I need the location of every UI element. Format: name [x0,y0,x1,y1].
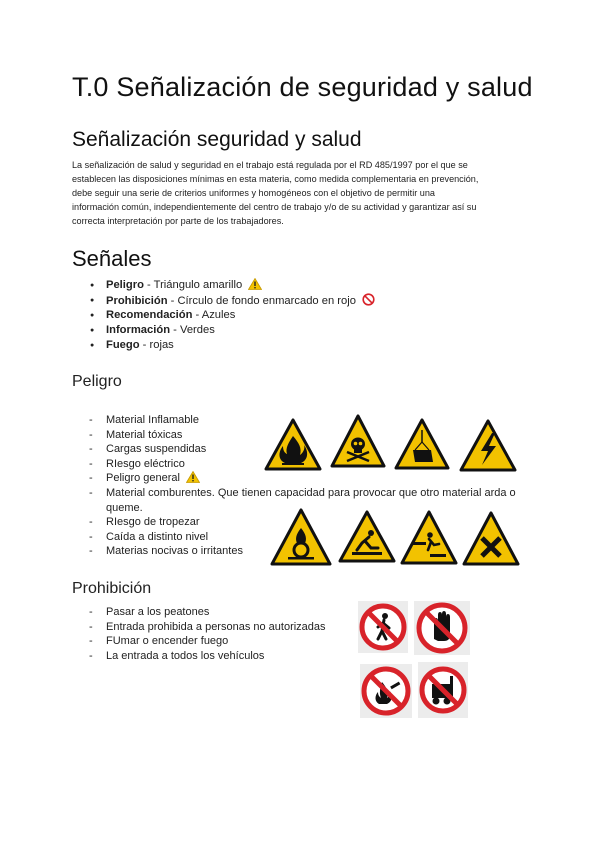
list-item [72,323,375,338]
section-heading-senalizacion: Señalización seguridad y salud [72,128,362,151]
list-item: - RIesgo eléctrico [89,457,185,470]
desc: - Azules [192,309,236,321]
list-item: - Material tóxicas [89,428,183,441]
desc: - Círculo de fondo enmarcado en rojo [167,295,360,307]
desc: - rojas [139,339,174,351]
harmful-x-icon [462,511,520,566]
list-item: - Material comburentes. Que tienen capacidad para provocar que otro material arda o [89,486,516,499]
no-fire-icon [360,664,412,718]
list-item: - FUmar o encender fuego [89,635,229,648]
fall-icon [400,510,458,565]
list-item: - Materias nocivas o irritantes [89,545,243,558]
list-item: - Material Inflamable [89,414,199,426]
oxidizer-icon [270,508,332,566]
term: Información [106,324,171,336]
list-item: - La entrada a todos los vehículos [89,649,265,662]
section-heading-senales: Señales [72,246,152,271]
intro-line: La señalización de salud y seguridad en el trabajo está regulada por el RD 485/1997 por el que se [72,160,468,170]
list-item [72,278,375,293]
list-item: - Cargas suspendidas [89,443,207,456]
suspended-load-icon [394,418,450,470]
prohibited-icon [362,293,375,306]
flame-icon [264,418,322,471]
page-title: T.0 Señalización de seguridad y salud [72,72,533,102]
list-item: - Peligro general [72,471,542,486]
list-item: - Entrada prohibida a personas no autorizadas [89,620,326,633]
no-pedestrians-icon [358,601,408,653]
intro-line: debe seguir una serie de criterios uniformes y homogéneos con el objetivo de permitir una [72,188,435,198]
subheading-prohibicion: Prohibición [72,580,152,597]
list-item-continuation: queme. [106,501,143,514]
list-item [72,338,375,353]
signal-type-list [72,278,375,353]
list-item: - RIesgo de tropezar [89,516,200,529]
list-item: - Pasar a los peatones [89,606,210,618]
list-item: - Caída a distinto nivel [89,530,209,543]
intro-line: información común, independientemente del centro de trabajo y/o de su actividad y garantizar así su [72,202,477,212]
term: Peligro [106,279,144,291]
term: Prohibición [106,295,168,307]
warning-icon [248,278,262,290]
list-item [72,308,375,323]
subheading-peligro: Peligro [72,373,122,390]
skull-icon [330,414,386,469]
list-item [72,293,375,308]
no-entry-hand-icon [414,601,470,655]
term: Recomendación [106,309,193,321]
desc: - Triángulo amarillo [143,279,246,291]
intro-paragraph [72,158,528,228]
term: Fuego [106,339,140,351]
trip-hazard-icon [338,510,396,563]
intro-line: correcta interpretación por parte de los trabajadores. [72,216,284,226]
no-vehicles-icon [418,662,468,718]
desc: - Verdes [170,324,215,336]
warning-icon [186,471,200,483]
intro-line: establecen las disposiciones mínimas en esta materia, como medida complementaria en prevención, [72,174,479,184]
electric-icon [459,419,517,472]
prohibicion-list [72,605,372,663]
